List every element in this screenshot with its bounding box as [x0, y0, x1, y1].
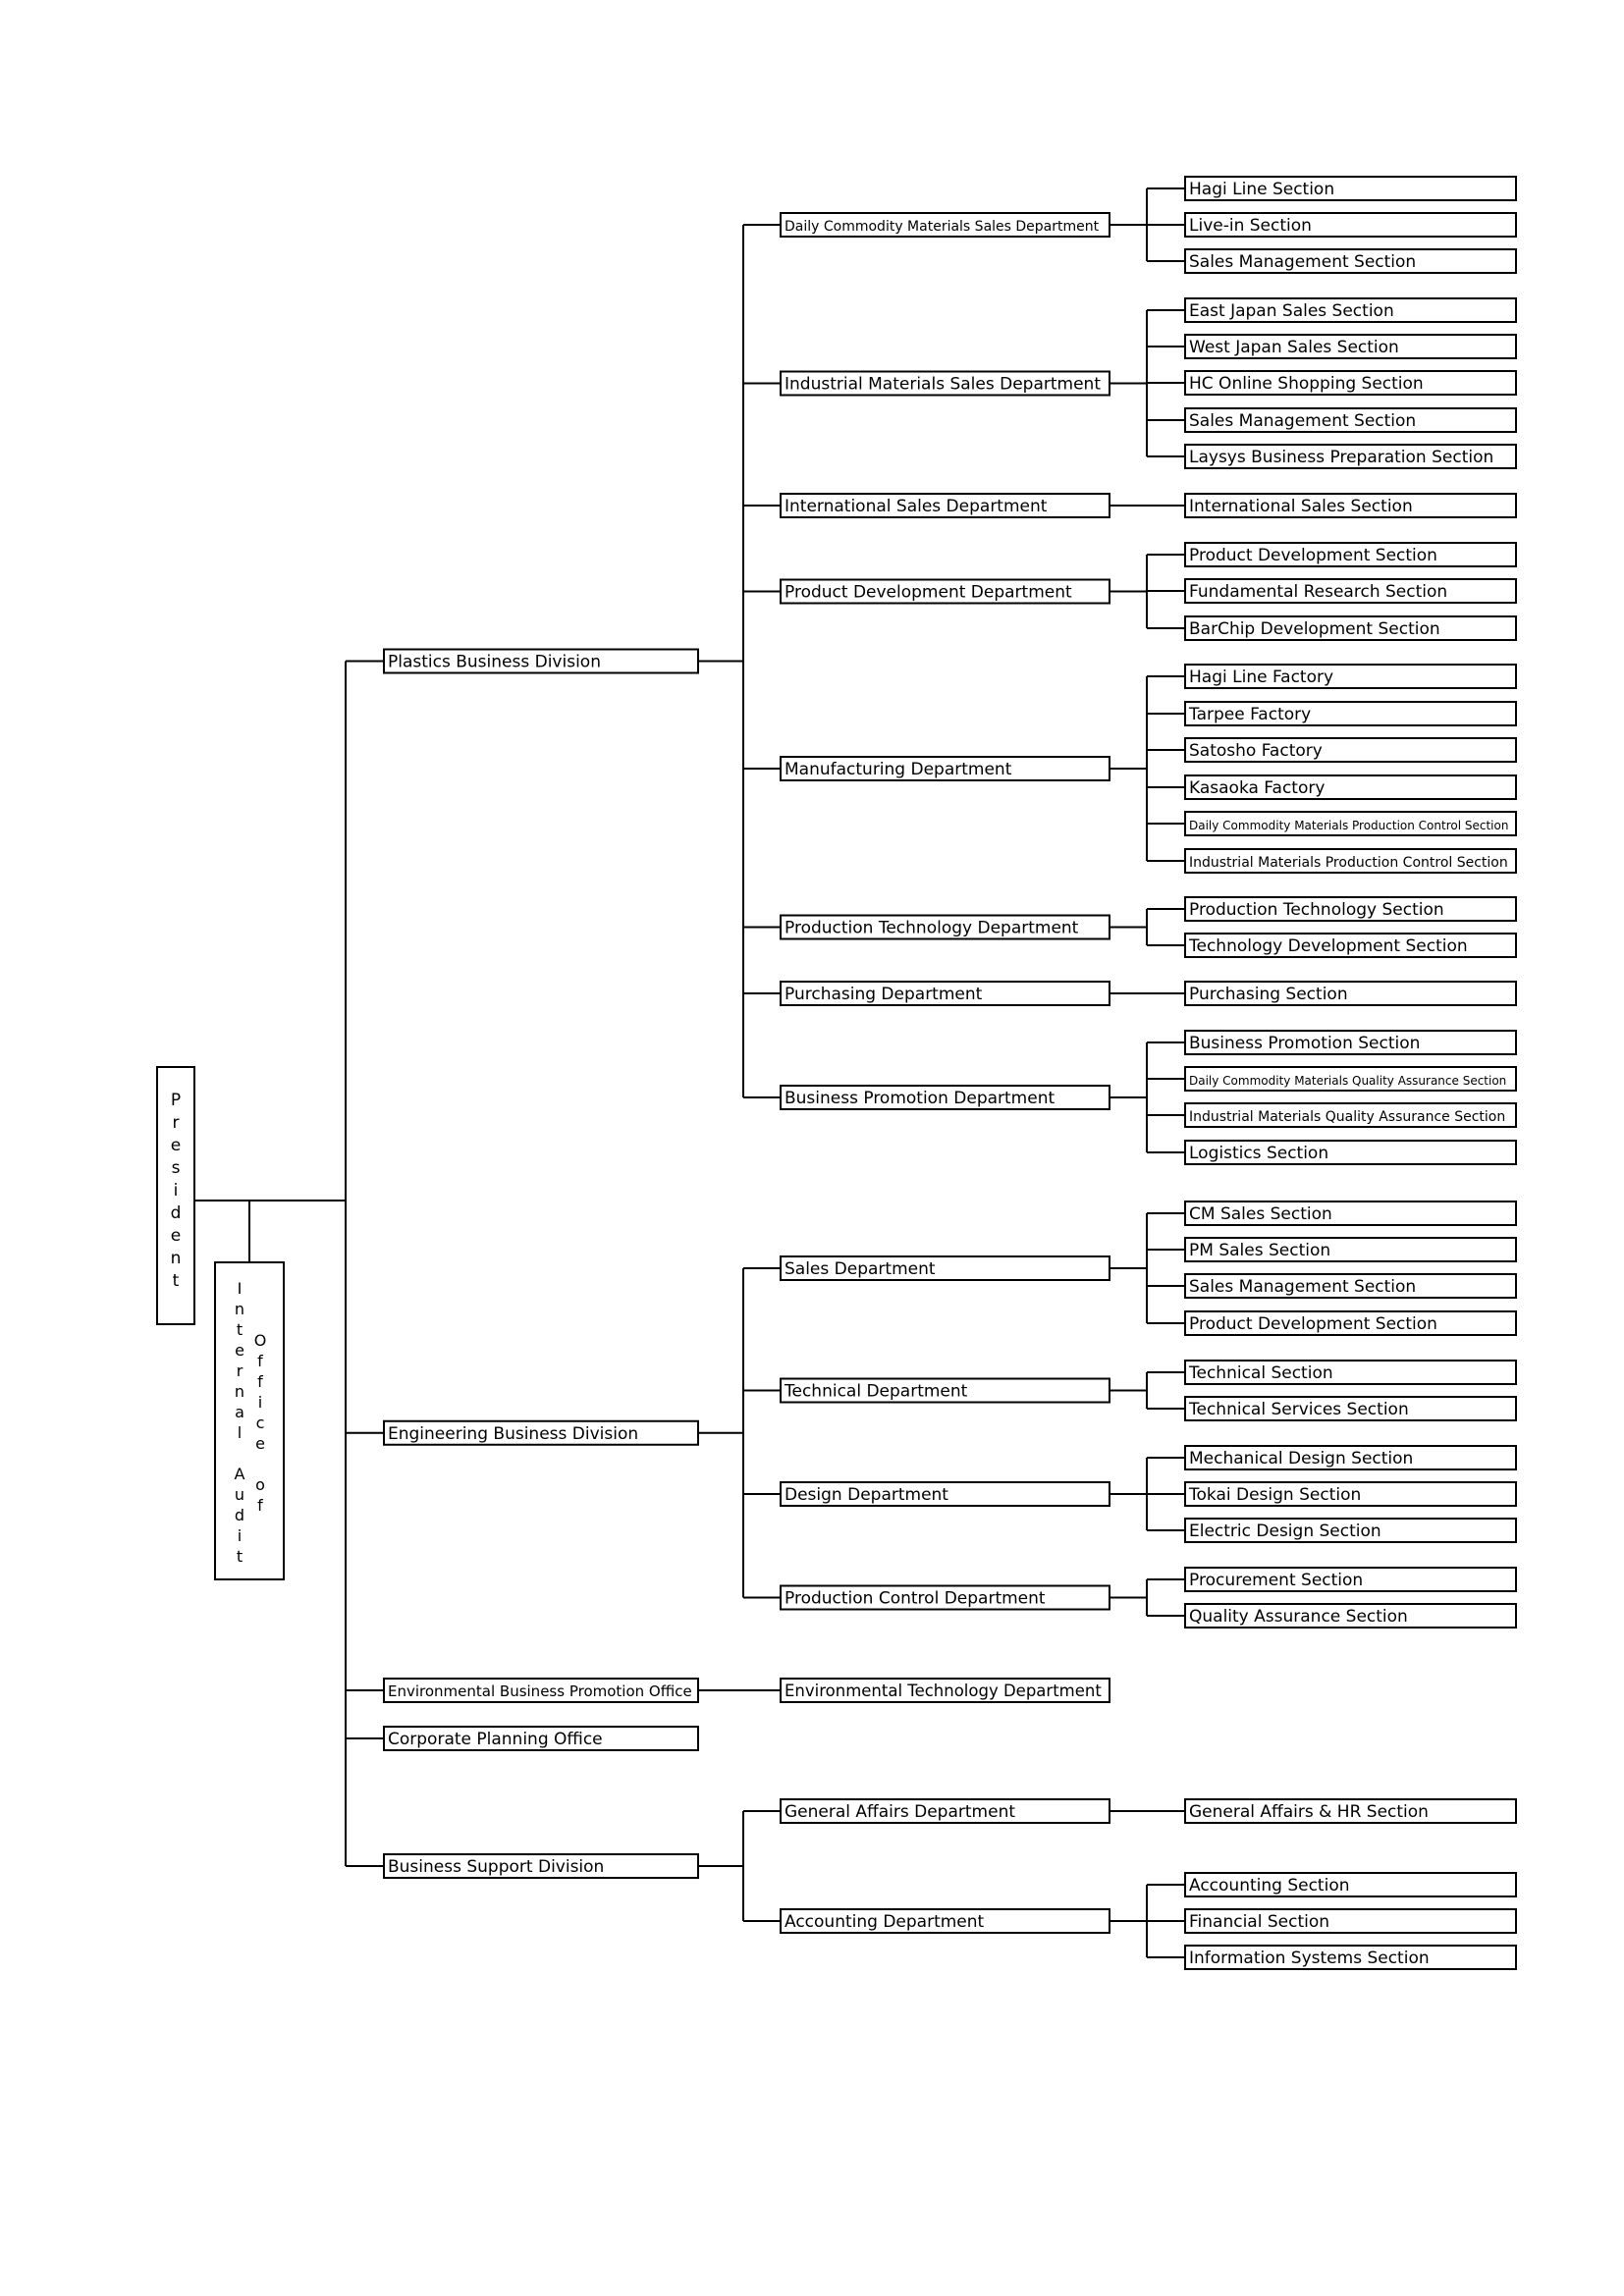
section-box-label: Satosho Factory	[1189, 741, 1323, 761]
section-box	[1185, 298, 1516, 322]
section-box	[1185, 897, 1516, 921]
section-box-label: Sales Management Section	[1189, 252, 1417, 272]
president-label: P r e s i d e n t	[170, 1091, 182, 1291]
section-box	[1185, 775, 1516, 799]
section-box-label: Technology Development Section	[1189, 936, 1468, 956]
department-box-label: Production Control Department	[785, 1588, 1046, 1609]
division-box-label: Business Support Division	[388, 1857, 605, 1877]
division-box-label: Plastics Business Division	[388, 652, 601, 672]
section-box-label: PM Sales Section	[1189, 1241, 1331, 1260]
department-box	[781, 1482, 1110, 1506]
section-box	[1185, 738, 1516, 762]
section-box	[1185, 177, 1516, 200]
section-box	[1185, 371, 1516, 395]
section-box	[1185, 1361, 1516, 1384]
division-box	[384, 1421, 698, 1445]
section-box-label: CM Sales Section	[1189, 1204, 1332, 1224]
section-box-label: International Sales Section	[1189, 497, 1413, 516]
section-box	[1185, 494, 1516, 517]
internal-audit-label-col2: O f f i c e o f	[253, 1331, 267, 1515]
section-box-label: West Japan Sales Section	[1189, 338, 1399, 357]
section-box	[1185, 1141, 1516, 1164]
department-box-label: Daily Commodity Materials Sales Department	[785, 219, 1100, 235]
department-box	[781, 1086, 1110, 1109]
section-box	[1185, 1311, 1516, 1335]
department-box-label: Accounting Department	[785, 1912, 985, 1932]
department-box	[781, 213, 1110, 237]
section-box	[1185, 1201, 1516, 1225]
section-box-label: Technical Section	[1189, 1363, 1333, 1383]
section-box	[1185, 665, 1516, 688]
division-box-label: Engineering Business Division	[388, 1423, 639, 1444]
section-box-label: Laysys Business Preparation Section	[1189, 448, 1494, 467]
section-box-label: Quality Assurance Section	[1189, 1607, 1408, 1627]
section-box	[1185, 1031, 1516, 1054]
section-box-label: Product Development Section	[1189, 1314, 1437, 1334]
section-box-label: Business Promotion Section	[1189, 1034, 1421, 1053]
section-box-label: Electric Design Section	[1189, 1522, 1381, 1541]
section-box-label: Sales Management Section	[1189, 1277, 1417, 1297]
section-box	[1185, 335, 1516, 358]
division-box	[384, 1727, 698, 1750]
section-box	[1185, 1238, 1516, 1261]
internal-audit-box	[215, 1262, 284, 1579]
section-box-label: Product Development Section	[1189, 546, 1437, 565]
section-box	[1185, 579, 1516, 603]
section-box-label: General Affairs & HR Section	[1189, 1802, 1429, 1822]
department-box	[781, 1799, 1110, 1823]
division-box	[384, 1679, 698, 1702]
department-box	[781, 372, 1110, 396]
department-box-label: Manufacturing Department	[785, 760, 1012, 779]
division-box	[384, 1854, 698, 1878]
department-box	[781, 1256, 1110, 1280]
section-box	[1185, 249, 1516, 273]
section-box-label: Sales Management Section	[1189, 411, 1417, 431]
section-box-label: Industrial Materials Quality Assurance Section	[1189, 1109, 1506, 1125]
section-box	[1185, 849, 1516, 873]
department-box-label: Purchasing Department	[785, 985, 983, 1004]
section-box	[1185, 1482, 1516, 1506]
section-box-label: Hagi Line Section	[1189, 180, 1335, 199]
section-box	[1185, 1909, 1516, 1933]
section-box	[1185, 702, 1516, 725]
section-box	[1185, 1103, 1516, 1127]
section-box	[1185, 934, 1516, 957]
department-box-label: Technical Department	[785, 1381, 968, 1402]
section-box	[1185, 1873, 1516, 1896]
section-box-label: Purchasing Section	[1189, 985, 1348, 1004]
section-box	[1185, 982, 1516, 1005]
department-box	[781, 757, 1110, 780]
section-box	[1185, 1397, 1516, 1420]
section-box-label: Information Systems Section	[1189, 1949, 1430, 1968]
department-box-label: Business Promotion Department	[785, 1089, 1056, 1108]
department-box	[781, 1909, 1110, 1933]
department-box	[781, 982, 1110, 1005]
section-box-label: East Japan Sales Section	[1189, 301, 1394, 321]
division-box-label: Corporate Planning Office	[388, 1730, 603, 1749]
section-box-label: Procurement Section	[1189, 1571, 1364, 1590]
internal-audit-label-col1: I n t e r n a l A u d i t	[234, 1279, 245, 1566]
section-box	[1185, 445, 1516, 468]
section-box-label: Financial Section	[1189, 1912, 1330, 1932]
department-box-label: Product Development Department	[785, 582, 1072, 603]
section-box-label: Daily Commodity Materials Quality Assurance Section	[1189, 1074, 1507, 1088]
section-box-label: Daily Commodity Materials Production Control Section	[1189, 819, 1509, 832]
section-box	[1185, 616, 1516, 640]
section-box	[1185, 812, 1516, 835]
department-box-label: General Affairs Department	[785, 1802, 1016, 1822]
section-box-label: Mechanical Design Section	[1189, 1449, 1414, 1468]
section-box	[1185, 1568, 1516, 1591]
section-box-label: BarChip Development Section	[1189, 619, 1440, 639]
department-box	[781, 916, 1110, 939]
department-box-label: Environmental Technology Department	[785, 1682, 1102, 1700]
division-box	[384, 650, 698, 673]
department-box	[781, 580, 1110, 604]
section-box-label: Tokai Design Section	[1189, 1485, 1362, 1505]
section-box-label: Hagi Line Factory	[1189, 667, 1334, 687]
department-box-label: International Sales Department	[785, 497, 1048, 516]
section-box	[1185, 408, 1516, 432]
department-box	[781, 1379, 1110, 1403]
department-box	[781, 1679, 1110, 1702]
section-box-label: Fundamental Research Section	[1189, 582, 1448, 602]
president-box	[157, 1067, 194, 1324]
section-box	[1185, 1946, 1516, 1969]
section-box-label: HC Online Shopping Section	[1189, 374, 1424, 394]
section-box-label: Live-in Section	[1189, 216, 1312, 236]
division-box-label: Environmental Business Promotion Office	[388, 1682, 692, 1700]
section-box-label: Industrial Materials Production Control Section	[1189, 855, 1508, 871]
department-box	[781, 494, 1110, 517]
section-box	[1185, 1446, 1516, 1469]
section-box-label: Logistics Section	[1189, 1144, 1329, 1163]
department-box	[781, 1586, 1110, 1610]
department-box-label: Design Department	[785, 1485, 948, 1505]
section-box	[1185, 1799, 1516, 1823]
department-box-label: Sales Department	[785, 1259, 936, 1279]
section-box-label: Technical Services Section	[1189, 1400, 1409, 1419]
section-box	[1185, 1604, 1516, 1628]
section-box-label: Production Technology Section	[1189, 900, 1444, 920]
section-box	[1185, 543, 1516, 566]
section-box	[1185, 213, 1516, 237]
section-box-label: Accounting Section	[1189, 1876, 1350, 1896]
department-box-label: Production Technology Department	[785, 918, 1079, 938]
section-box	[1185, 1519, 1516, 1542]
section-box-label: Tarpee Factory	[1189, 705, 1312, 724]
section-box-label: Kasaoka Factory	[1189, 778, 1326, 798]
section-box	[1185, 1067, 1516, 1091]
department-box-label: Industrial Materials Sales Department	[785, 374, 1101, 395]
section-box	[1185, 1274, 1516, 1298]
internal-audit-frame	[215, 1262, 284, 1579]
